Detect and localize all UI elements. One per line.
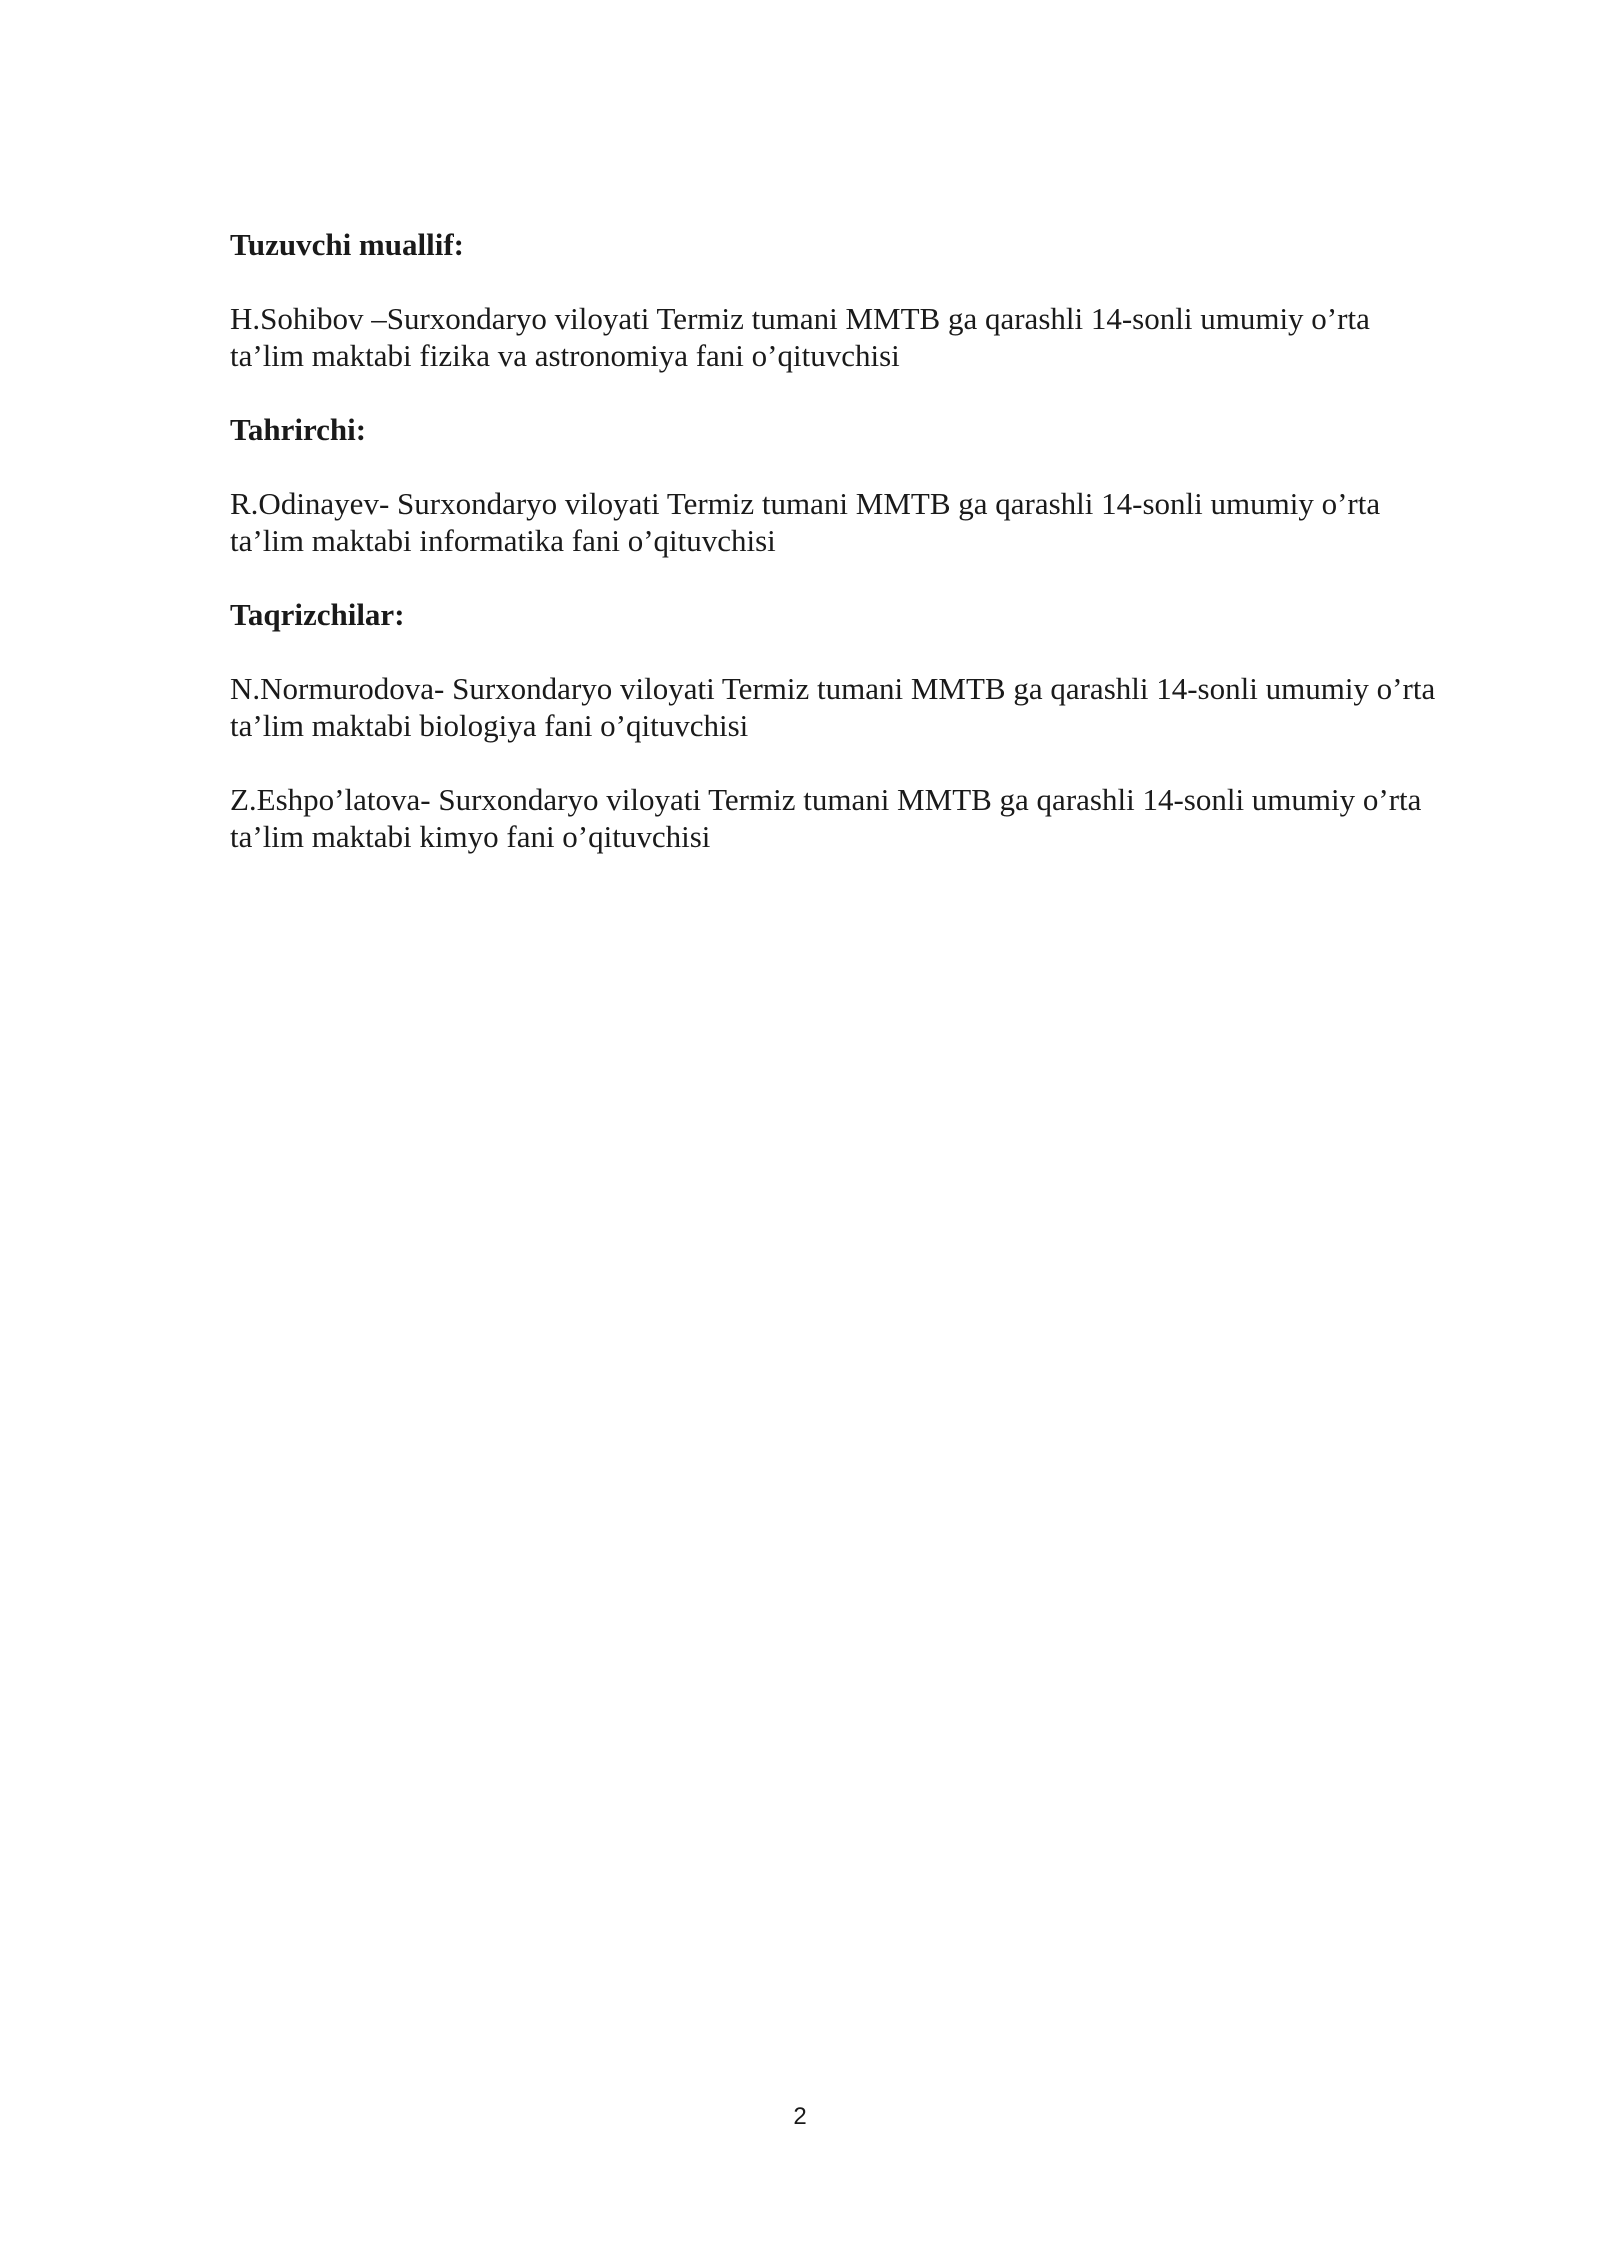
page-content — [230, 226, 1530, 855]
entry-line: H.Sohibov –Surxondaryo viloyati Termiz tumani MMTB ga qarashli 14-sonli umumiy o’rta — [230, 301, 1370, 336]
section-heading-author: Tuzuvchi muallif: — [230, 227, 464, 262]
entry-line: N.Normurodova- Surxondaryo viloyati Termiz tumani MMTB ga qarashli 14-sonli umumiy o’rta — [230, 671, 1436, 706]
entry-line: R.Odinayev- Surxondaryo viloyati Termiz tumani MMTB ga qarashli 14-sonli umumiy o’rta — [230, 486, 1381, 521]
editor-entry — [230, 485, 1530, 559]
section-heading-editor: Tahrirchi: — [230, 412, 367, 447]
reviewer-entry — [230, 781, 1530, 855]
entry-line: ta’lim maktabi fizika va astronomiya fani o’qituvchisi — [230, 338, 900, 373]
author-entry — [230, 300, 1530, 374]
section-heading-reviewers: Taqrizchilar: — [230, 597, 405, 632]
entry-line: ta’lim maktabi informatika fani o’qituvchisi — [230, 523, 776, 558]
page-number: 2 — [793, 2103, 807, 2130]
entry-line: ta’lim maktabi kimyo fani o’qituvchisi — [230, 819, 711, 854]
entry-line: Z.Eshpo’latova- Surxondaryo viloyati Termiz tumani MMTB ga qarashli 14-sonli umumiy o’rta — [230, 782, 1422, 817]
entry-line: ta’lim maktabi biologiya fani o’qituvchisi — [230, 708, 749, 743]
reviewer-entry — [230, 670, 1530, 744]
